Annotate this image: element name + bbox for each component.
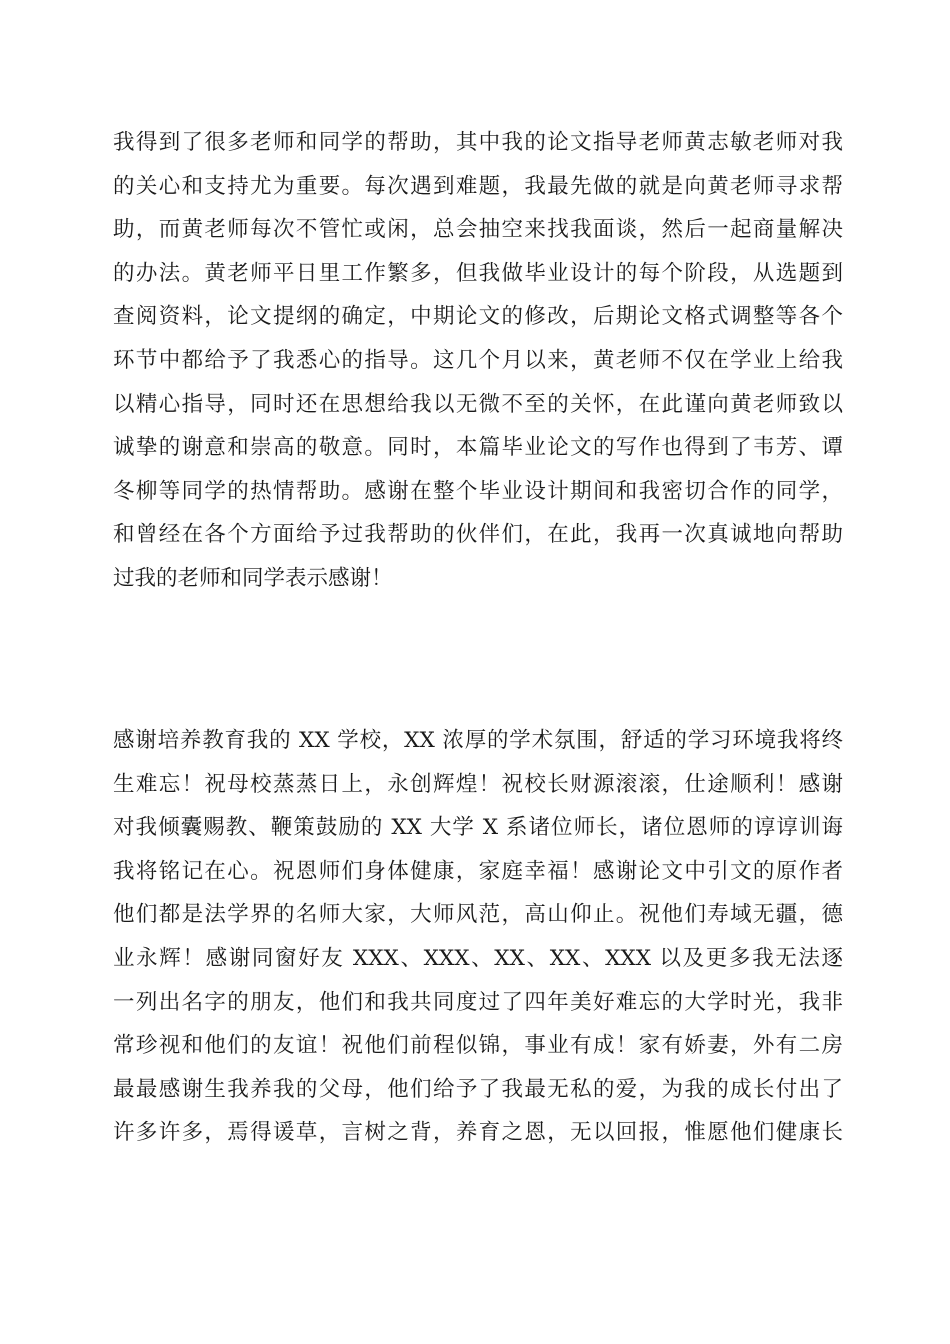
text-line: 助，而黄老师每次不管忙或闲，总会抽空来找我面谈，然后一起商量解决 [113, 217, 843, 243]
text-line: 最最感谢生我养我的父母，他们给予了我最无私的爱，为我的成长付出了 [113, 1076, 843, 1102]
text-line: 他们都是法学界的名师大家，大师风范，高山仰止。祝他们寿域无疆，德 [113, 902, 843, 928]
text-line: 诚挚的谢意和崇高的敬意。同时，本篇毕业论文的写作也得到了韦芳、谭 [113, 435, 843, 461]
text-line: 以精心指导，同时还在思想给我以无微不至的关怀，在此谨向黄老师致以 [113, 391, 843, 417]
text-line: 一列出名字的朋友，他们和我共同度过了四年美好难忘的大学时光，我非 [113, 989, 843, 1015]
text-line: 和曾经在各个方面给予过我帮助的伙伴们，在此，我再一次真诚地向帮助 [113, 522, 843, 548]
text-line: 对我倾囊赐教、鞭策鼓励的 XX 大学 X 系诸位师长，诸位恩师的谆谆训诲 [113, 815, 843, 841]
text-line: 的办法。黄老师平日里工作繁多，但我做毕业设计的每个阶段，从选题到 [113, 260, 843, 286]
text-line: 业永辉！感谢同窗好友 XXX、XXX、XX、XX、XXX 以及更多我无法逐 [113, 945, 843, 971]
text-line: 查阅资料，论文提纲的确定，中期论文的修改，后期论文格式调整等各个 [113, 304, 843, 330]
text-line: 冬柳等同学的热情帮助。感谢在整个毕业设计期间和我密切合作的同学， [113, 478, 843, 504]
text-line: 我得到了很多老师和同学的帮助，其中我的论文指导老师黄志敏老师对我 [113, 130, 843, 155]
paragraph-acknowledgement-advisor [113, 121, 843, 601]
paragraph-acknowledgement-school [113, 719, 843, 1155]
text-line: 许多许多，焉得谖草，言树之背，养育之恩，无以回报，惟愿他们健康长 [113, 1120, 843, 1146]
text-line: 生难忘！祝母校蒸蒸日上，永创辉煌！祝校长财源滚滚，仕途顺利！感谢 [113, 771, 843, 797]
text-line: 的关心和支持尤为重要。每次遇到难题，我最先做的就是向黄老师寻求帮 [113, 173, 843, 199]
text-line: 我将铭记在心。祝恩师们身体健康，家庭幸福！感谢论文中引文的原作者 [113, 858, 843, 884]
text-line: 常珍视和他们的友谊！祝他们前程似锦，事业有成！家有娇妻，外有二房 [113, 1033, 843, 1059]
text-line: 环节中都给予了我悉心的指导。这几个月以来，黄老师不仅在学业上给我 [113, 347, 843, 373]
text-line: 感谢培养教育我的 XX 学校，XX 浓厚的学术氛围，舒适的学习环境我将终 [113, 728, 843, 753]
text-line: 过我的老师和同学表示感谢！ [113, 565, 393, 591]
